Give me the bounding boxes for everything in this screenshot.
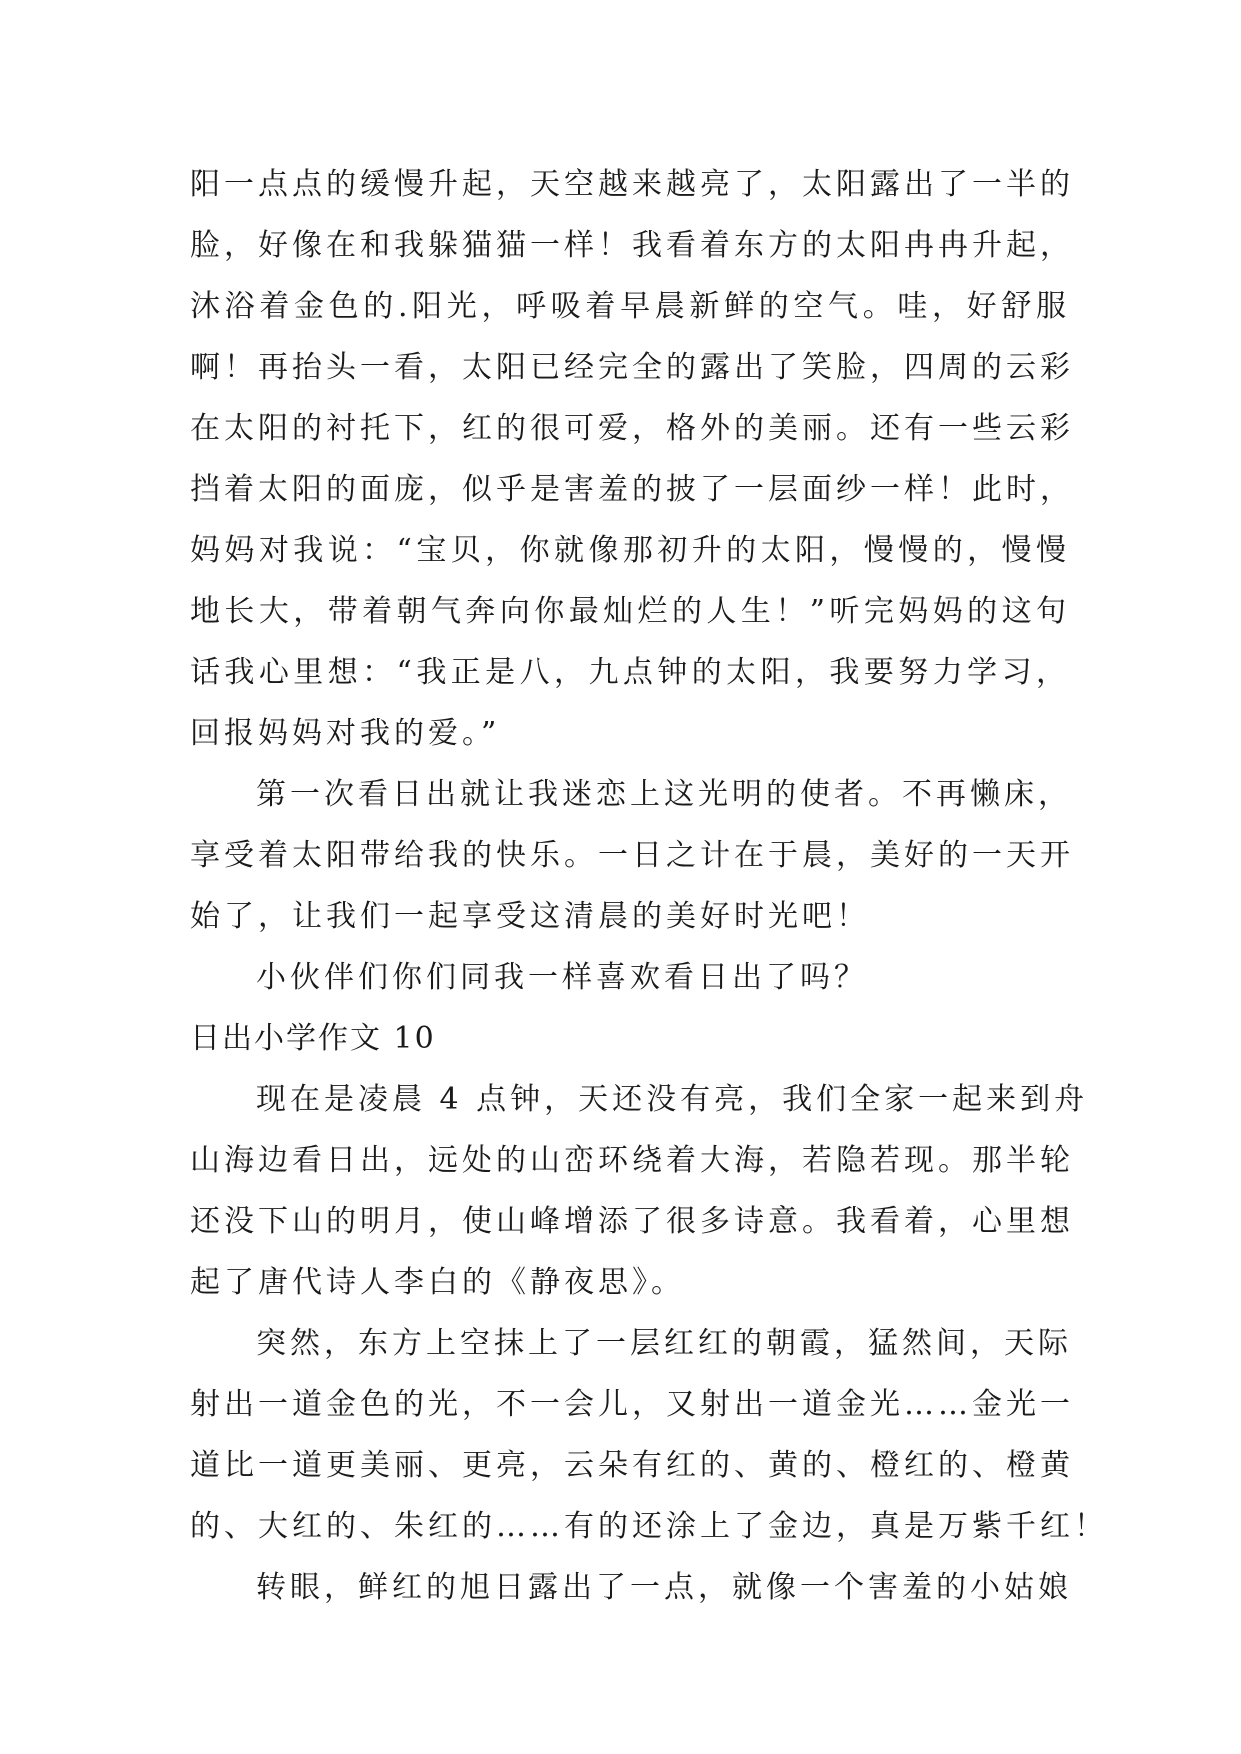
text-line: 妈妈对我说：“宝贝，你就像那初升的太阳，慢慢的，慢慢 [190, 533, 1070, 568]
paragraph-first-line: 转眼，鲜红的旭日露出了一点，就像一个害羞的小姑娘 [256, 1570, 1072, 1605]
text-line: 地长大，带着朝气奔向你最灿烂的人生！”听完妈妈的这句 [190, 594, 1070, 629]
text-line: 射出一道金色的光，不一会儿，又射出一道金光……金光一 [190, 1387, 1074, 1422]
paragraph-first-line: 突然，东方上空抹上了一层红红的朝霞，猛然间，天际 [256, 1326, 1072, 1361]
text-line: 挡着太阳的面庞，似乎是害羞的披了一层面纱一样！此时， [190, 472, 1074, 507]
text-line: 享受着太阳带给我的快乐。一日之计在于晨，美好的一天开 [190, 838, 1074, 873]
section-heading: 日出小学作文 10 [190, 1021, 436, 1056]
text-line: 沐浴着金色的.阳光，呼吸着早晨新鲜的空气。哇，好舒服 [190, 289, 1070, 324]
text-line: 脸，好像在和我躲猫猫一样！我看着东方的太阳冉冉升起， [190, 228, 1074, 263]
text-line: 在太阳的衬托下，红的很可爱，格外的美丽。还有一些云彩 [190, 411, 1074, 446]
paragraph-first-line: 第一次看日出就让我迷恋上这光明的使者。不再懒床， [256, 777, 1072, 812]
text-line: 始了，让我们一起享受这清晨的美好时光吧！ [190, 899, 870, 934]
text-line: 还没下山的明月，使山峰增添了很多诗意。我看着，心里想 [190, 1204, 1074, 1239]
text-line: 话我心里想：“我正是八，九点钟的太阳，我要努力学习， [190, 655, 1070, 690]
text-line: 阳一点点的缓慢升起，天空越来越亮了，太阳露出了一半的 [190, 167, 1074, 202]
text-line: 起了唐代诗人李白的《静夜思》。 [190, 1265, 685, 1300]
text-line: 山海边看日出，远处的山峦环绕着大海，若隐若现。那半轮 [190, 1143, 1074, 1178]
text-line: 回报妈妈对我的爱。” [190, 716, 501, 751]
essay-text [190, 154, 1108, 1618]
text-line: 啊！再抬头一看，太阳已经完全的露出了笑脸，四周的云彩 [190, 350, 1074, 385]
paragraph-first-line: 小伙伴们你们同我一样喜欢看日出了吗？ [256, 960, 868, 995]
text-line: 的、大红的、朱红的……有的还涂上了金边，真是万紫千红！ [190, 1509, 1108, 1544]
text-line: 道比一道更美丽、更亮，云朵有红的、黄的、橙红的、橙黄 [190, 1448, 1074, 1483]
paragraph-first-line: 现在是凌晨 4 点钟，天还没有亮，我们全家一起来到舟 [256, 1082, 1089, 1117]
